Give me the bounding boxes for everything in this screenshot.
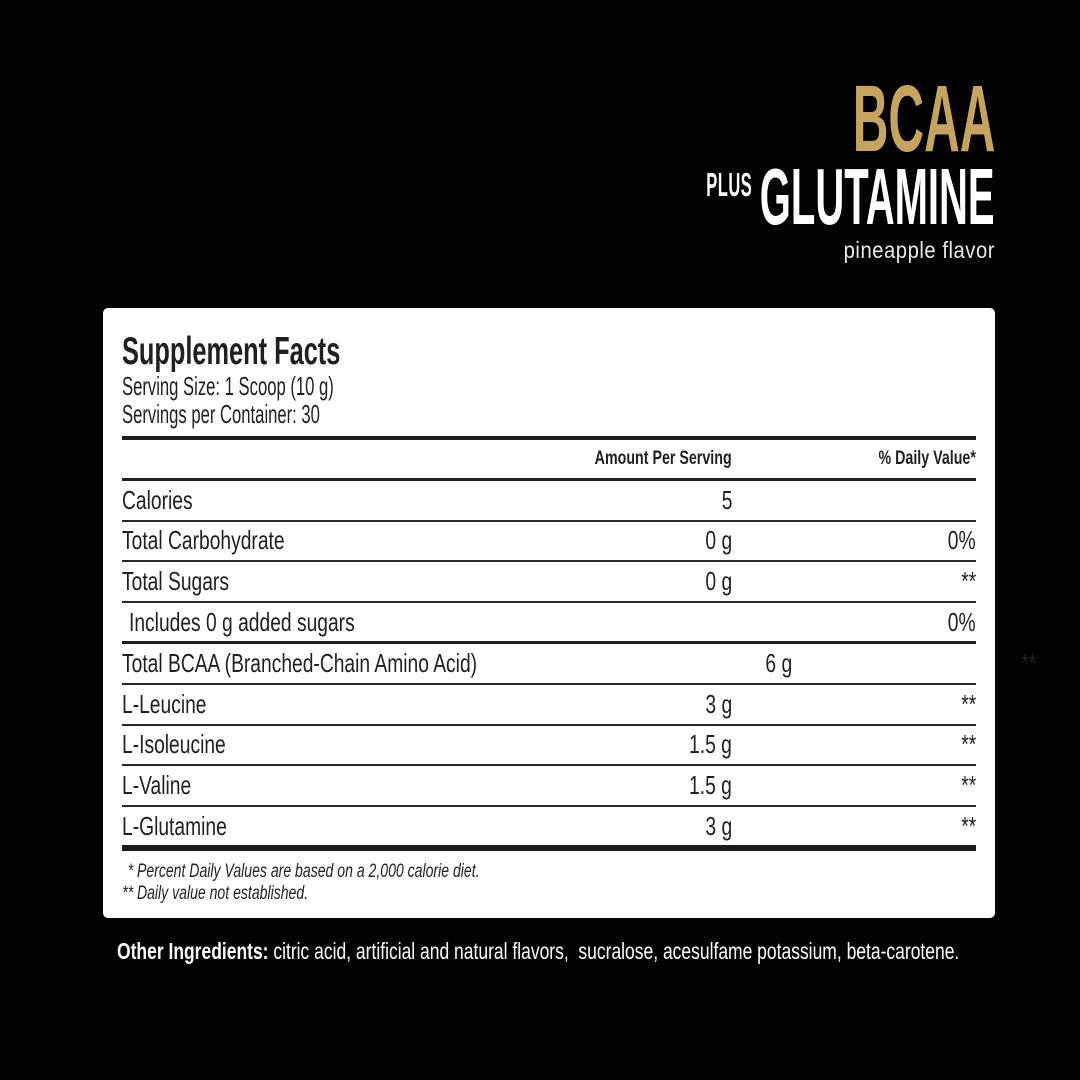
brand-line-1 — [418, 66, 995, 172]
footnote-marker: ** — [122, 883, 134, 905]
row-total-carbohydrate — [122, 522, 976, 563]
cell-amount — [542, 566, 732, 597]
cell-daily-value — [732, 525, 976, 556]
nutrient-amount: 0 g — [705, 565, 732, 596]
cell-label — [122, 525, 542, 556]
nutrient-label: Total Carbohydrate — [122, 525, 285, 556]
cell-daily-value — [732, 770, 976, 801]
flavor-name: pineapple flavor — [843, 237, 995, 263]
supplement-facts-panel — [103, 308, 1036, 918]
nutrient-amount: 1.5 g — [689, 769, 732, 800]
nutrient-label: Includes 0 g added sugars — [129, 606, 355, 637]
product-name-glutamine: GLUTAMINE — [760, 152, 995, 241]
cell-label — [122, 729, 542, 760]
nutrient-amount: 0 g — [705, 525, 732, 556]
nutrient-daily-value: ** — [961, 688, 976, 719]
cell-amount — [542, 607, 732, 638]
cell-label — [122, 566, 542, 597]
cell-label — [122, 689, 542, 720]
nutrient-daily-value: ** — [1020, 648, 1036, 679]
nutrient-daily-value: ** — [961, 729, 976, 760]
thick-divider-bottom — [122, 845, 976, 851]
row-calories — [122, 481, 976, 522]
table-header-row — [122, 440, 976, 481]
panel-title-text: Supplement Facts — [122, 330, 341, 373]
other-ingredients-line — [117, 938, 1080, 965]
cell-daily-value — [732, 566, 976, 597]
cell-label — [122, 811, 542, 842]
nutrient-daily-value: 0% — [948, 525, 976, 556]
other-ingredients-text: citric acid, artificial and natural flavors, sucralose, acesulfame potassium, beta-carotene. — [273, 938, 960, 964]
nutrient-amount: 6 g — [765, 648, 792, 679]
nutrient-label: Total BCAA (Branched-Chain Amino Acid) — [122, 648, 478, 679]
row-l-glutamine — [122, 807, 976, 846]
cell-amount — [542, 525, 732, 556]
nutrient-label: Total Sugars — [122, 565, 229, 596]
row-total-bcaa — [122, 644, 1036, 685]
nutrient-label: Calories — [122, 484, 193, 515]
brand-line-2 — [706, 152, 995, 241]
nutrient-daily-value: ** — [961, 810, 976, 841]
cell-daily-value — [732, 729, 976, 760]
serving-size-text: Serving Size: 1 Scoop (10 g) — [122, 371, 334, 401]
nutrient-amount: 5 — [721, 484, 732, 515]
other-ingredients-label: Other Ingredients: — [117, 938, 269, 964]
servings-per-container-line — [122, 400, 976, 428]
cell-daily-value — [792, 648, 1036, 679]
row-l-leucine — [122, 685, 976, 726]
product-name-bcaa: BCAA — [852, 66, 995, 172]
nutrient-daily-value: ** — [961, 769, 976, 800]
nutrient-label: L-Leucine — [122, 688, 207, 719]
product-name-plus: PLUS — [706, 166, 753, 203]
column-header-daily-value: % Daily Value* — [878, 448, 976, 469]
row-l-isoleucine — [122, 726, 976, 767]
flavor-line — [418, 237, 995, 264]
cell-amount — [542, 485, 732, 516]
cell-amount — [542, 729, 732, 760]
cell-daily-value — [732, 485, 976, 516]
nutrient-amount: 1.5 g — [689, 729, 732, 760]
header-amount-cell — [542, 448, 732, 470]
nutrient-label: L-Isoleucine — [122, 729, 226, 760]
cell-amount — [542, 811, 732, 842]
cell-label — [122, 485, 542, 516]
cell-label — [122, 770, 542, 801]
cell-label — [122, 607, 542, 638]
cell-amount — [542, 689, 732, 720]
panel-title — [122, 330, 976, 373]
footnote-text: Percent Daily Values are based on a 2,000 calorie diet. — [136, 861, 480, 883]
nutrient-amount: 3 g — [705, 810, 732, 841]
footnote-text: Daily value not established. — [136, 883, 309, 905]
row-added-sugars — [122, 603, 976, 645]
footnote-daily-values — [114, 861, 752, 883]
nutrient-label: L-Glutamine — [122, 810, 227, 841]
servings-per-container-text: Servings per Container: 30 — [122, 399, 320, 429]
nutrient-daily-value: ** — [961, 565, 976, 596]
brand-block — [418, 66, 995, 264]
row-l-valine — [122, 766, 976, 807]
cell-amount — [542, 770, 732, 801]
footnote-marker: * — [127, 861, 134, 883]
cell-amount — [602, 648, 792, 679]
row-total-sugars — [122, 562, 976, 603]
nutrient-daily-value: 0% — [948, 606, 976, 637]
nutrient-amount: 3 g — [705, 688, 732, 719]
header-dv-cell — [732, 448, 976, 470]
nutrient-label: L-Valine — [122, 769, 192, 800]
cell-daily-value — [732, 607, 976, 638]
footnote-not-established — [114, 883, 752, 905]
cell-daily-value — [732, 689, 976, 720]
serving-size-line — [122, 372, 976, 400]
column-header-amount: Amount Per Serving — [595, 448, 732, 469]
cell-label — [122, 648, 602, 679]
cell-daily-value — [732, 811, 976, 842]
footnotes — [114, 861, 976, 905]
